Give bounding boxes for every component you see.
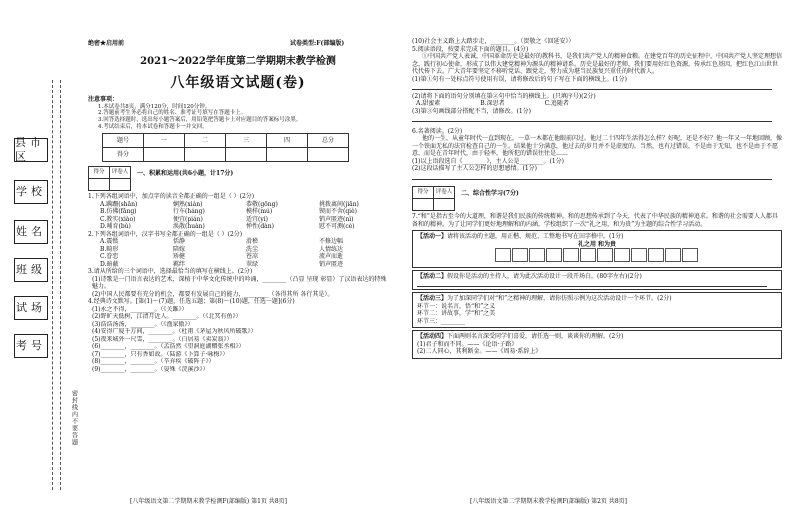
option[interactable]: B.畸形 (100, 245, 119, 253)
score-cell[interactable] (267, 148, 308, 162)
option: 慰不可测(cè) (319, 223, 355, 230)
left-column (88, 52, 388, 373)
option: 模样(mú) (246, 208, 273, 215)
tianzi-grid[interactable] (417, 248, 777, 265)
section2-title: 二、综合性学习(7分) (461, 190, 519, 197)
score-header: 总分 (308, 134, 349, 148)
q4-line[interactable]: (7)________，只有香如故。（陆游《卜算子·咏梅》） (92, 350, 229, 358)
grader-label: 得分 (89, 167, 110, 179)
grader-cell[interactable] (110, 179, 131, 191)
q4-line[interactable]: (5)夜来城外一尺雪，________。（白居易《卖炭翁》） (92, 335, 233, 343)
option: 陪嫁 (173, 245, 186, 253)
paper-type: 试卷类型:F(部编版) (290, 40, 345, 47)
secret-mark: 绝密★启用前 (88, 40, 125, 47)
option[interactable]: C.眷恋 (100, 253, 119, 260)
option: 洗尘 (246, 245, 259, 253)
option[interactable]: D.哺育(bǔ) (100, 223, 131, 230)
q6-line[interactable]: (1)以上语段选自《________》，主人公是________。(1分) (412, 157, 564, 165)
option: 锲而不舍(qiè) (319, 208, 357, 215)
activity-line: 环节二：讲故事，学“和”之美 (417, 310, 496, 317)
tianzi-cell[interactable] (597, 248, 613, 262)
field-exam-number[interactable]: 考号 (14, 334, 48, 358)
grader-table (88, 166, 131, 191)
option[interactable]: B.仿佛(fǎng) (100, 208, 137, 215)
q4-line[interactable]: (2)野旷天低树，江清月近人。________。（《北冥有鱼》） (92, 313, 242, 320)
activity-3 (412, 292, 782, 328)
tianzi-cell[interactable] (665, 248, 681, 262)
q7-stem: 7.“和”是指古至今的大道理，和谐是我们民族的传统精神。和的思想传承到了今天，代表了中华民族的精神追求。和谐的社会需要人人都具备和的精神。为了让同学们更好地理解和的内涵，学校组织了一次“礼之用，和为贵”为主题的综合性学习活动。 (412, 213, 778, 228)
grader-label: 得分 (413, 187, 434, 199)
activity-label: 【活动一】 (417, 233, 448, 240)
section1-title: 一、积累和运用(共6小题，计17分) (137, 170, 234, 177)
activity-text: 下面两则名言深受同学们喜爱，请任选一则，谈谈你的理解。(2分) (447, 333, 624, 340)
tianzi-cell[interactable] (512, 248, 528, 262)
option: 惮性(dàn) (246, 223, 274, 230)
field-county[interactable]: 县市区 (14, 138, 48, 162)
answer-line[interactable] (412, 173, 772, 180)
q1-stem: 1.下列各组词语中，加点字的读音全都正确的一组是（ ）(2分) (88, 193, 255, 200)
q3-line[interactable]: (2)中国人民都要有充分的机会，都要有发展自己的能力，________（各得其所 各行其是）。 (92, 290, 334, 298)
page-footer-left: [八年级语文第二学期期末教学检测F(部编版) 第1页 共8页] (130, 498, 287, 505)
exam-year-title: 2021～2022学年度第二学期期末教学检测 (140, 56, 336, 67)
activity-1 (412, 230, 782, 268)
activity-4 (412, 330, 782, 359)
option: 流声而逝 (319, 253, 344, 260)
option[interactable]: A.震慑 (100, 238, 119, 245)
notes-title: 注意事项： (88, 96, 119, 103)
grader-table (412, 186, 455, 211)
seal-line (52, 80, 53, 490)
option[interactable]: C.追随者 (544, 100, 569, 107)
q6-passage: 他的一生，从童年时代一直到现在，一草一木都在他眼前闪过。他过二十四年生活得怎么样？好呢，还是不好？他一年又一年地回顾，像一个铁面无私的法官检查自己的一生。结果他十分满意，他过去的岁月并不是虚度的。当然，也有过错误，不是由于无知，也不是由于不愿意，而是在青年时代，由于轻率，他所犯的错误往往是…… (412, 135, 783, 157)
option: 不修边幅 (319, 238, 344, 245)
activity-line: 环节一：说名言，悟“和”之义 (417, 302, 496, 310)
tianzi-cell[interactable] (580, 248, 596, 262)
field-name[interactable]: 姓名 (14, 220, 48, 244)
note-item: 2.答题前考生务必将自己的姓名、准考证号填写在答题卡上。 (98, 110, 247, 117)
score-header: 题号 (103, 134, 144, 148)
grader-label: 评卷人 (434, 187, 455, 199)
option: 适宜(yí) (246, 215, 268, 223)
q4-lines (92, 306, 388, 374)
activity-text: 假设你是活动的主持人，请为此次活动设计一段开场白。(80字左右)(2分) (447, 272, 642, 280)
section1-header (88, 166, 388, 191)
notes-list (98, 104, 388, 132)
option: 涣散(huàn) (173, 223, 205, 230)
activity-line: (2)二人同心，其利断金。——《周易·系辞上》 (417, 348, 542, 355)
activity-line: (1)君子和而不同。——《论语·子路》 (417, 340, 518, 348)
option: 羁绊 (173, 260, 186, 268)
score-cell[interactable] (308, 148, 349, 162)
score-cell[interactable] (185, 148, 226, 162)
score-header: 一 (144, 134, 185, 148)
grader-cell[interactable] (413, 199, 434, 211)
q4-line[interactable]: (1)永之不得，________。（《关雎》） (92, 305, 188, 313)
page-footer-right: [八年级语文第二学期期末教学检测F(部编版) 第2页 共8页] (470, 498, 627, 505)
option: 娴熟(xián) (173, 200, 203, 208)
activity-line[interactable]: 环节三：________ (417, 317, 466, 325)
answer-line[interactable] (417, 280, 767, 287)
score-header: 四 (267, 134, 308, 148)
exam-main-title: 八年级语文试题(卷) (170, 74, 306, 91)
activity-label: 【活动二】 (417, 272, 448, 280)
q1-options (100, 201, 388, 231)
grader-cell[interactable] (434, 199, 455, 211)
activity-text: 为了加深同学们对“和”之精神的理解，请你仿照示例为这次活动设计一个环节。(2分) (447, 295, 672, 302)
option: 苍凉 (246, 253, 259, 260)
score-header: 三 (226, 134, 267, 148)
score-header: 二 (185, 134, 226, 148)
tianzi-cell[interactable] (546, 248, 562, 262)
tianzi-cell[interactable] (648, 248, 664, 262)
tianzi-cell[interactable] (614, 248, 630, 262)
tianzi-cell[interactable] (682, 248, 698, 262)
option[interactable]: A.甜蜜素 (416, 100, 441, 107)
q2-stem: 2.下列各组词语中，汉字书写全都正确的一组是（ ）(2分) (88, 230, 243, 238)
option: 滑稽 (246, 238, 259, 245)
q5-2: (2)请将下面的语句分别填在第②句中恰当的横线上。(只填序号)(2分) (412, 92, 596, 100)
seal-line-note: 密封线内不要答题 (70, 390, 78, 446)
q5-3: (3)第③句画线部分搭配不当，请修改。(1分) (412, 107, 531, 115)
score-cell[interactable] (144, 148, 185, 162)
note-item: 3.回答选择题时，选出每小题答案后，用铅笔把答题卡上对应题目的答案标号涂黑。 (98, 117, 302, 124)
option: 销声匿迹 (319, 260, 344, 268)
q5-1: (1)第①句有一处标点符号使用有误，请将修改后的句子写在下面的横线上。(1分) (412, 75, 627, 83)
q4-line[interactable]: (4)安得广厦千万间，________。（杜甫《茅屋为秋风所破歌》） (92, 328, 257, 335)
option: 恭敬(gōng) (246, 200, 278, 208)
q4-line-10[interactable]: (10)社会主义路上大踏步走，________。（贺敬之《回延安》） (412, 38, 575, 45)
seal-line (60, 80, 61, 490)
option: 挑拨离间(jiān) (319, 200, 359, 208)
tianzi-cell[interactable] (631, 248, 647, 262)
option: 矫健 (173, 253, 186, 260)
option[interactable]: C.教实(xiào) (100, 215, 136, 223)
tianzi-title: 礼之用 和为贵 (577, 240, 617, 248)
option: 翠绿 (246, 260, 259, 268)
option: 销声匿迹(nì) (319, 215, 354, 223)
grader-label: 评卷人 (110, 167, 131, 179)
note-item: 1.本试卷共8页，满分120分，时间120分钟。 (98, 103, 211, 110)
field-school[interactable]: 学校 (14, 180, 48, 204)
option[interactable]: D.暗蔽 (100, 260, 119, 268)
activity-label: 【活动三】 (417, 295, 448, 302)
q5-stem: 5.阅读语段，按要求完成下面的题目。(4分) (412, 45, 529, 53)
activity-2 (412, 270, 782, 291)
answer-line[interactable] (412, 115, 772, 122)
q5-passage: ①中国共产党人表诚，中国革命历史是最好的教科书，是我们共产党人的精神食粮。在建党百年的历史征程中，中国共产党人坚定理想信念，践行初心使命，形成了以伟大建党精神为源头的精神谱系。历史是最好的老师，我们要用好红色资源，传承红色基因，把红色江山世世代代传下去。广大青年要坚定不移听党话、跟党走，努力成为堪当民族复兴重任的时代新人。 (412, 53, 783, 75)
q2-options (100, 238, 388, 268)
answer-line[interactable] (412, 83, 772, 90)
binding-sidebar (0, 0, 88, 520)
score-table (102, 133, 349, 162)
q4-line[interactable]: (3)浩浩汤汤，________。（《渔家傲》） (92, 320, 194, 328)
tianzi-cell[interactable] (563, 248, 579, 262)
score-cell[interactable] (226, 148, 267, 162)
option: 便宜(pián) (173, 215, 203, 223)
q3-stem: 3.请从所给的三个词语中，选择最恰当的填写在横线上。(2分) (88, 268, 253, 275)
q6-line[interactable]: (2)这段话描写了主人公怎样的思想感情。(1分) (412, 165, 537, 172)
option: 行车(háng) (173, 208, 205, 215)
option: 人情练达 (319, 245, 344, 253)
q6-stem: 6.名著阅读。(2分) (412, 127, 463, 135)
q4-stem: 4.经典诗文默写。[第(1)～(7)题，任选五题；第(8)～(10)题，任选一题](6分) (88, 298, 295, 305)
field-exam-room[interactable]: 试场 (14, 296, 48, 320)
activity-text: 请将该活动的主题，用正楷、规范、工整地书写在田字格中。(1分) (447, 233, 624, 240)
q3-line[interactable]: (1)诗歌是一门语言表达的艺术，深植于中华文化传统中的吟诵，________（凸显 呈现 彰显）了汉语表达的特殊魅力。 (92, 275, 387, 290)
q4-line[interactable]: (6)________，________。（孟浩然《望洞庭湖赠张丞相》） (92, 343, 245, 350)
right-column (412, 38, 782, 361)
tianzi-cell[interactable] (495, 248, 511, 262)
q4-line[interactable]: (9)________，________。（晏殊《浣溪沙》） (92, 365, 209, 373)
score-row-label: 得分 (103, 148, 144, 162)
option[interactable]: B.深思者 (480, 100, 505, 107)
section2-header (412, 186, 782, 211)
tianzi-cell[interactable] (529, 248, 545, 262)
option[interactable]: A.蹒跚(shān) (100, 200, 138, 208)
activity-label: 【活动四】 (417, 333, 448, 340)
q3-lines (92, 276, 388, 299)
q4-line[interactable]: (8)________，________。（辛弃疾《破阵子》） (92, 358, 215, 365)
grader-cell[interactable] (89, 179, 110, 191)
option: 恬静 (173, 238, 186, 245)
field-class[interactable]: 班级 (14, 258, 48, 282)
note-item: 4.考试结束后，将本试卷和答题卡一并交回。 (98, 124, 208, 131)
q5-2-options (416, 100, 782, 108)
